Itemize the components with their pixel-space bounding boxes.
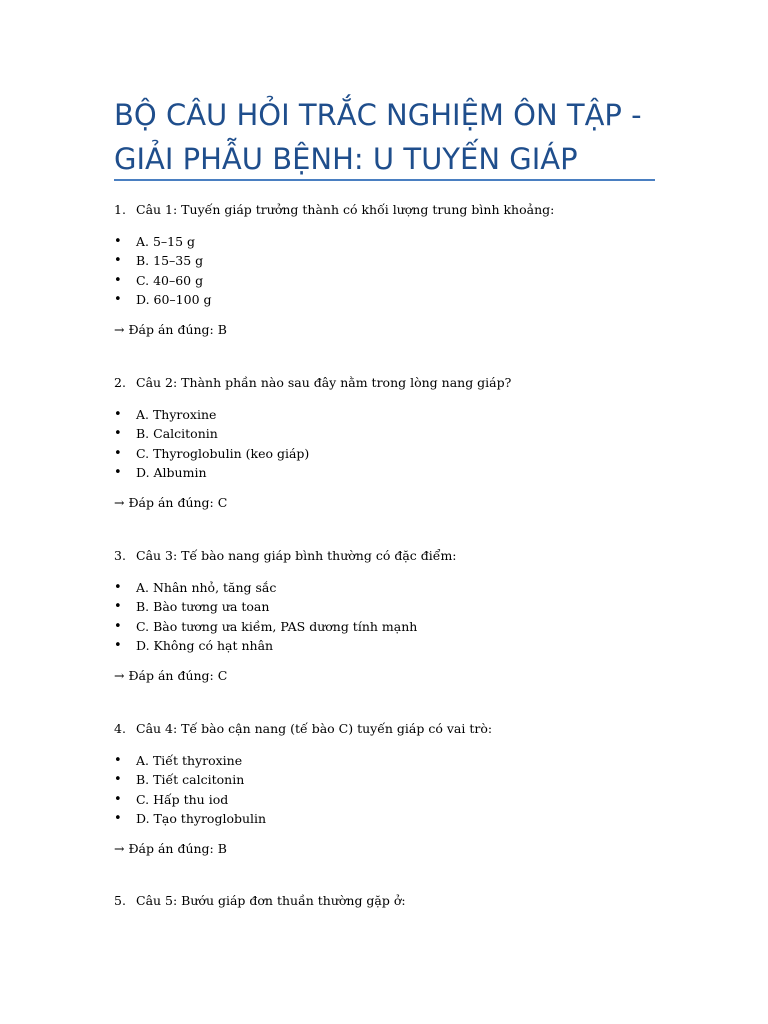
bullet-icon: • (114, 580, 122, 595)
option-item (114, 790, 266, 809)
question-2 (114, 375, 511, 390)
option-text: A. 5–15 g (136, 234, 196, 249)
bullet-icon: • (114, 407, 122, 422)
question-text: Câu 1: Tuyến giáp trưởng thành có khối lượng trung bình khoảng: (136, 202, 555, 217)
option-item (114, 463, 309, 482)
option-text: B. Bào tương ưa toan (136, 599, 270, 615)
title-line-1: BỘ CÂU HỎI TRẮC NGHIỆM ÔN TẬP - (114, 98, 642, 132)
option-item (114, 751, 266, 770)
page-title (114, 93, 674, 181)
option-text: D. Tạo thyroglobulin (136, 810, 267, 826)
option-text: A. Nhân nhỏ, tăng sắc (136, 580, 277, 595)
title-line-2: GIẢI PHẪU BỆNH: U TUYẾN GIÁP (114, 142, 578, 176)
option-item (114, 290, 212, 309)
bullet-icon: • (114, 272, 122, 288)
options-list-2 (114, 405, 309, 482)
option-item (114, 444, 309, 463)
option-text: C. 40–60 g (136, 272, 204, 288)
option-item (114, 251, 212, 270)
title-underline (114, 179, 655, 181)
answer-2: → Đáp án đúng: C (114, 495, 228, 510)
option-text: D. 60–100 g (136, 291, 212, 307)
question-number: 1. (114, 202, 126, 217)
options-list-3 (114, 578, 417, 655)
question-number: 3. (114, 548, 126, 563)
question-text: Câu 3: Tế bào nang giáp bình thường có đặc điểm: (136, 548, 457, 563)
question-number: 5. (114, 893, 126, 908)
question-5 (114, 893, 406, 908)
answer-3: → Đáp án đúng: C (114, 668, 228, 683)
bullet-icon: • (114, 234, 122, 249)
options-list-4 (114, 751, 266, 828)
option-item (114, 770, 266, 789)
option-item (114, 578, 417, 597)
question-text: Câu 5: Bướu giáp đơn thuần thường gặp ở: (136, 893, 406, 908)
bullet-icon: • (114, 464, 122, 480)
question-text: Câu 4: Tế bào cận nang (tế bào C) tuyến giáp có vai trò: (136, 721, 493, 736)
option-text: A. Thyroxine (136, 407, 217, 422)
answer-4: → Đáp án đúng: B (114, 841, 227, 856)
question-text: Câu 2: Thành phần nào sau đây nằm trong lòng nang giáp? (136, 375, 512, 390)
option-text: C. Bào tương ưa kiềm, PAS dương tính mạnh (136, 618, 418, 634)
bullet-icon: • (114, 791, 122, 807)
option-text: D. Không có hạt nhân (136, 637, 274, 653)
option-item (114, 617, 417, 636)
question-number: 2. (114, 375, 126, 390)
bullet-icon: • (114, 445, 122, 461)
bullet-icon: • (114, 810, 122, 826)
option-text: D. Albumin (136, 464, 207, 480)
option-text: A. Tiết thyroxine (136, 753, 243, 768)
question-1 (114, 202, 554, 217)
question-number: 4. (114, 721, 126, 736)
question-3 (114, 548, 457, 563)
answer-1: → Đáp án đúng: B (114, 322, 227, 337)
option-item (114, 636, 417, 655)
option-text: C. Thyroglobulin (keo giáp) (136, 445, 310, 461)
options-list-1 (114, 232, 212, 309)
bullet-icon: • (114, 772, 122, 788)
bullet-icon: • (114, 426, 122, 442)
bullet-icon: • (114, 253, 122, 269)
option-text: B. 15–35 g (136, 253, 204, 269)
option-item (114, 232, 212, 251)
bullet-icon: • (114, 618, 122, 634)
option-item (114, 424, 309, 443)
option-item (114, 271, 212, 290)
option-text: B. Tiết calcitonin (136, 772, 245, 788)
option-text: C. Hấp thu iod (136, 791, 229, 807)
question-4 (114, 721, 492, 736)
option-text: B. Calcitonin (136, 426, 218, 442)
bullet-icon: • (114, 753, 122, 768)
bullet-icon: • (114, 291, 122, 307)
option-item (114, 597, 417, 616)
bullet-icon: • (114, 637, 122, 653)
bullet-icon: • (114, 599, 122, 615)
option-item (114, 809, 266, 828)
option-item (114, 405, 309, 424)
